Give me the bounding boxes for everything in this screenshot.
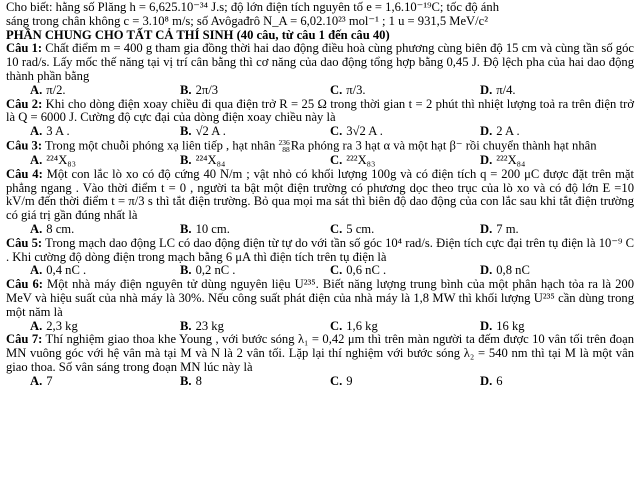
option-b: B. 10 cm. xyxy=(180,221,230,236)
question-text: Khi cho dòng điện xoay chiều đi qua điện trở R = 25 Ω trong thời gian t = 2 phút thì nhiệt lượng toả ra trên điện trở là Q = 6000 J. Cường độ cực đại của dòng điện xoay chiều này là xyxy=(6,96,634,125)
question-text: Một nhà máy điện nguyên tử dùng nguyên liệu U²³⁵. Biết năng lượng trung bình của một phân hạch tỏa ra là 200 MeV và hiệu suất của nhà máy là 30%. Nếu công suất phát điện của nhà máy là 1,8 MW thì khối lượng U²³⁵ cần dùng trong một năm là xyxy=(6,277,634,319)
option-b: B. 0,2 nC . xyxy=(180,263,236,278)
option-b: B. 23 kg xyxy=(180,318,224,333)
option-a: A. 2,3 kg xyxy=(30,318,78,333)
options-7 xyxy=(6,375,634,389)
option-d: D. 0,8 nC xyxy=(480,263,530,278)
question-5 xyxy=(6,237,634,265)
option-c: C. 0,6 nC . xyxy=(330,263,387,278)
options-3 xyxy=(6,154,634,168)
option-a: A. π/2. xyxy=(30,82,66,97)
question-7 xyxy=(6,333,634,374)
option-b: B. √2 A . xyxy=(180,124,226,139)
question-1 xyxy=(6,42,634,83)
question-label: Câu 3: xyxy=(6,138,43,153)
question-label: Câu 2: xyxy=(6,96,43,111)
options-6 xyxy=(6,320,634,334)
option-d: D. 2 A . xyxy=(480,124,520,139)
option-d: D. 16 kg xyxy=(480,318,525,333)
option-c: C. 9 xyxy=(330,373,353,388)
question-label: Câu 6: xyxy=(6,277,43,292)
question-3 xyxy=(6,139,634,154)
option-d: D. π/4. xyxy=(480,82,516,97)
option-a: A. 7 xyxy=(30,373,53,388)
question-label: Câu 4: xyxy=(6,166,43,181)
option-c: C. 1,6 kg xyxy=(330,318,378,333)
question-text: Trong mạch dao động LC có dao động điện từ tự do với tần số góc 10⁴ rad/s. Điện tích cực đại trên tụ điện là 10⁻⁹ C . Khi cường độ dòng điện trong mạch bằng 6 μA thì điện tích trên tụ điện là xyxy=(6,235,635,264)
option-c: C. π/3. xyxy=(330,82,366,97)
constants-line-1: Cho biết: hằng số Plăng h = 6,625.10⁻³⁴ J.s; độ lớn điện tích nguyên tố e = 1,6.10⁻¹⁹C; tốc độ ánh xyxy=(6,0,499,14)
constants-line-2: sáng trong chân không c = 3.10⁸ m/s; số Avôgađrô N_A = 6,02.10²³ mol⁻¹ ; 1 u = 931,5 MeV/c² xyxy=(6,13,489,28)
question-4 xyxy=(6,168,634,223)
option-a: A. 3 A . xyxy=(30,124,70,139)
option-a: A. ²²⁴X₈₃ xyxy=(30,152,77,167)
question-text: Thí nghiệm giao thoa khe Young , với bước sóng λ₁ = 0,42 μm thì trên màn người ta đếm được 10 vân tối trên đoạn MN vuông góc với hệ vân mà tại M và N là 2 vân tối. Lặp lại thí nghiệm với bước sóng λ₂ = 540 nm thì tại M là một vân giao thoa. Số vân sáng trong đoạn MN lúc này là xyxy=(6,332,634,374)
question-text: Một con lắc lò xo có độ cứng 40 N/m ; vật nhỏ có khối lượng 100g và có điện tích q = 200 μC được đặt trên mặt phẳng ngang . Vào thời điểm t = 0 , người ta bật một điện trường có phương dọc theo trục của lò xo và có độ lớn E =10 kV/m đến thời điểm t = π/3 s thì tắt điện trường. Bỏ qua mọi ma sát thì biên độ dao động của con lắc sau khi tắt điện trường có giá trị gần đúng nhất là xyxy=(6,166,634,223)
option-c: C. 5 cm. xyxy=(330,221,375,236)
option-a: A. 8 cm. xyxy=(30,221,75,236)
option-d: D. 7 m. xyxy=(480,221,519,236)
options-5 xyxy=(6,264,634,278)
option-b: B. ²²⁴X₈₄ xyxy=(180,152,226,167)
option-d: D. 6 xyxy=(480,373,503,388)
options-4 xyxy=(6,223,634,237)
option-b: B. 2π/3 xyxy=(180,82,219,97)
option-c: C. ²²²X₈₃ xyxy=(330,152,376,167)
option-b: B. 8 xyxy=(180,373,202,388)
question-text: Chất điểm m = 400 g tham gia đồng thời hai dao động điều hoà cùng phương cùng biên độ 15 cm và cùng tần số góc 10 rad/s. Lấy mốc thế năng tại vị trí cân bằng thì cơ năng của dao động tổng hợp bằng 0,45 J. Độ lệch pha của hai dao động thành phần bằng xyxy=(6,41,634,83)
question-2 xyxy=(6,98,634,126)
option-a: A. 0,4 nC . xyxy=(30,263,87,278)
question-label: Câu 1: xyxy=(6,41,43,56)
question-label: Câu 5: xyxy=(6,235,43,250)
options-2 xyxy=(6,125,634,139)
option-c: C. 3√2 A . xyxy=(330,124,383,139)
section-title: PHẦN CHUNG CHO TẤT CẢ THÍ SINH (40 câu, từ câu 1 đến câu 40) xyxy=(6,27,390,42)
options-1 xyxy=(6,84,634,98)
option-d: D. ²²²X₈₄ xyxy=(480,152,526,167)
question-6 xyxy=(6,278,634,319)
question-text-after: Ra phóng ra 3 hạt α và một hạt β⁻ rồi chuyển thành hạt nhân xyxy=(290,138,597,153)
question-label: Câu 7: xyxy=(6,332,43,347)
question-text-before: Trong một chuỗi phóng xạ liên tiếp , hạt nhân xyxy=(44,138,276,153)
nuclide-symbol: 236 88 xyxy=(278,137,290,155)
